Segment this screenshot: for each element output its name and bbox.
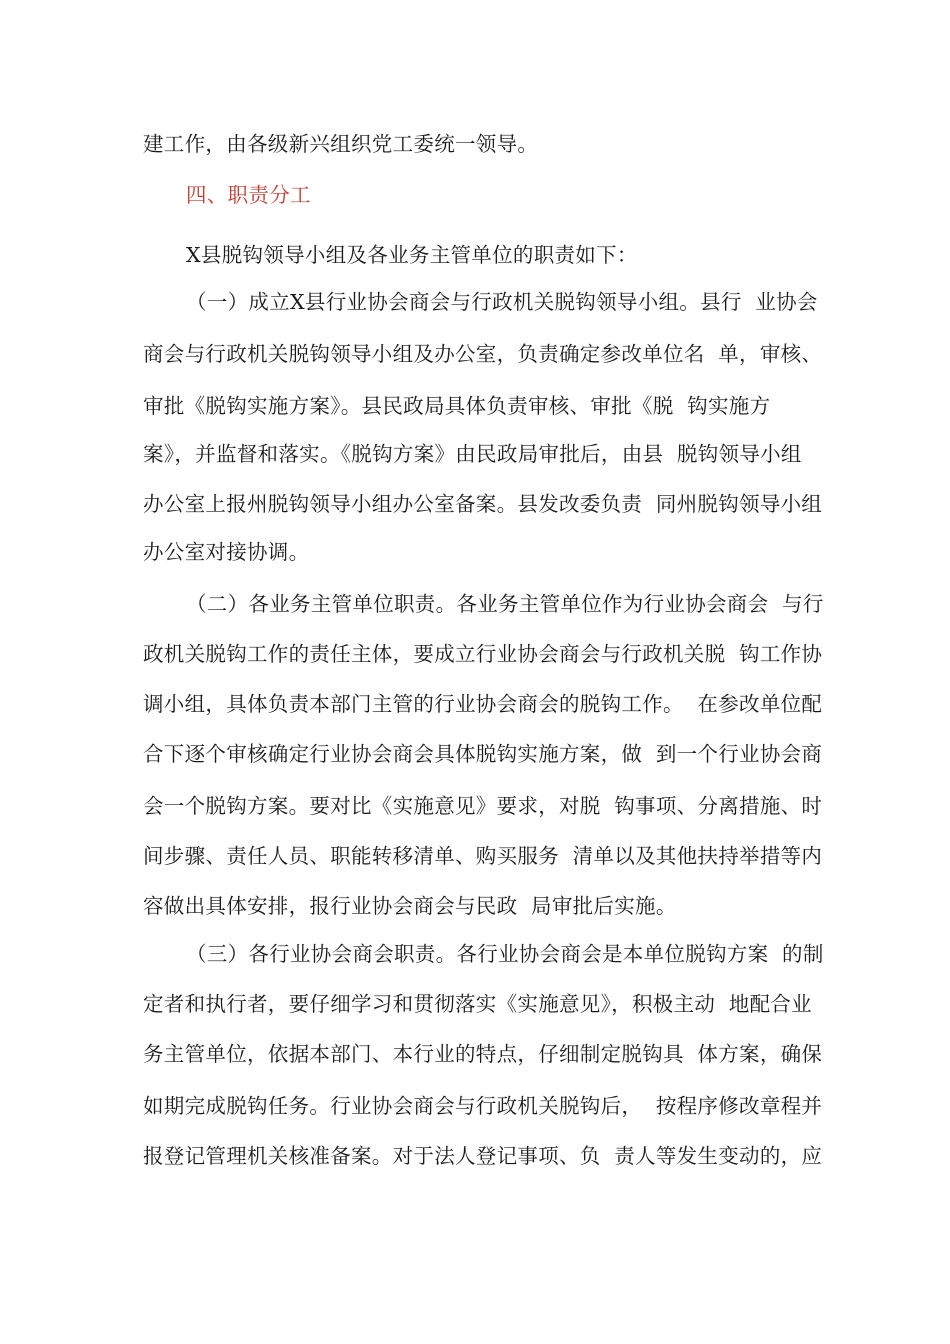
paragraph-line: 办公室上报州脱钩领导小组办公室备案。县发改委负责 同州脱钩领导小组 — [143, 492, 823, 516]
paragraph-line: 审批《脱钩实施方案》。县民政局具体负责审核、审批《脱 钩实施方 — [143, 394, 771, 418]
paragraph-line: （三）各行业协会商会职责。各行业协会商会是本单位脱钩方案 的制 — [186, 942, 824, 966]
paragraph-line: 定者和执行者，要仔细学习和贯彻落实《实施意见》，积极主动 地配合业 — [143, 992, 812, 1016]
paragraph-line: 办公室对接协调。 — [143, 540, 310, 564]
paragraph-line: 商会与行政机关脱钩领导小组及办公室，负责确定参改单位名 单，审核、 — [143, 342, 823, 366]
paragraph-line: 容做出具体安排，报行业协会商会与民政 局审批后实施。 — [143, 894, 677, 918]
paragraph-line: 间步骤、责任人员、职能转移清单、购买服务 清单以及其他扶持举措等内 — [143, 844, 823, 868]
paragraph-line: 报登记管理机关核准备案。对于法人登记事项、负 责人等发生变动的，应 — [143, 1144, 823, 1168]
paragraph-line: （二）各业务主管单位职责。各业务主管单位作为行业协会商会 与行 — [186, 592, 824, 616]
paragraph-line: X县脱钩领导小组及各业务主管单位的职责如下： — [186, 243, 638, 267]
section-heading: 四、职责分工 — [186, 183, 311, 207]
paragraph-line: 会一个脱钩方案。要对比《实施意见》要求，对脱 钩事项、分离措施、时 — [143, 794, 823, 818]
paragraph-line: （一）成立X县行业协会商会与行政机关脱钩领导小组。县行 业协会 — [186, 290, 818, 314]
paragraph-line: 政机关脱钩工作的责任主体，要成立行业协会商会与行政机关脱 钩工作协 — [143, 642, 823, 666]
paragraph-line: 务主管单位，依据本部门、本行业的特点，仔细制定脱钩具 体方案，确保 — [143, 1042, 823, 1066]
paragraph-line: 合下逐个审核确定行业协会商会具体脱钩实施方案，做 到一个行业协会商 — [143, 742, 823, 766]
paragraph-line: 如期完成脱钩任务。行业协会商会与行政机关脱钩后， 按程序修改章程并 — [143, 1094, 823, 1118]
paragraph-line: 案》，并监督和落实。《脱钩方案》由民政局审批后，由县 脱钩领导小组 — [143, 442, 802, 466]
paragraph-line: 调小组，具体负责本部门主管的行业协会商会的脱钩工作。 在参改单位配 — [143, 692, 823, 716]
paragraph-line: 建工作，由各级新兴组织党工委统一领导。 — [143, 132, 539, 156]
